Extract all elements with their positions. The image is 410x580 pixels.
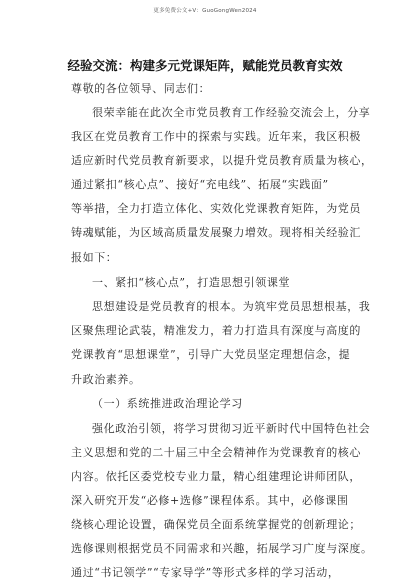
paragraph-line: 升政治素养。 — [71, 373, 141, 386]
paragraph-line: 党课教育“思想课堂”，引导广大党员坚定理想信念，提 — [71, 348, 351, 361]
paragraph-line: 报如下： — [71, 251, 118, 264]
paragraph-line: 主义思想和党的二十届三中全会精神作为党课教育的核心 — [71, 446, 361, 459]
paragraph-line: 适应新时代党员教育新要求，以提升党员教育质量为核心， — [71, 154, 373, 167]
paragraph-line: 选修课则根据党员不同需求和兴趣，拓展学习广度与深度。 — [71, 542, 373, 555]
paragraph-line: 内容。依托区委党校专业力量，精心组建理论讲师团队， — [71, 470, 361, 483]
salutation-line: 尊敬的各位领导、同志们： — [71, 82, 211, 95]
paragraph-line: 铸魂赋能，为区域高质量发展聚力增效。现将相关经验汇 — [71, 226, 361, 239]
paragraph-line: 我区在党员教育工作中的探索与实践。近年来，我区积极 — [71, 130, 361, 143]
paragraph-line: 通过“书记领学”“专家导学”等形式多样的学习活动， — [71, 566, 340, 579]
watermark-text: 更多免费公文+V：GuoGongWen2024 — [153, 8, 257, 14]
paragraph-line: 很荣幸能在此次全市党员教育工作经验交流会上，分享 — [92, 106, 371, 119]
paragraph-line: 等举措，全力打造立体化、实效化党课教育矩阵，为党员 — [71, 202, 361, 215]
document-title: 经验交流：构建多元党课矩阵，赋能党员教育实效 — [67, 58, 343, 73]
subsection-heading: （一）系统推进政治理论学习 — [92, 397, 243, 410]
paragraph-line: 绕核心理论设置，确保党员全面系统掌握党的创新理论； — [71, 518, 361, 531]
paragraph-line: 深入研究开发“必修+选修”课程体系。其中，必修课围 — [71, 494, 349, 507]
section-heading: 一、紧扣“核心点”，打造思想引领课堂 — [92, 276, 291, 289]
paragraph-line: 强化政治引领，将学习贯彻习近平新时代中国特色社会 — [92, 422, 371, 435]
paragraph-line: 通过紧扣“核心点”、接好“充电线”、拓展“实践面” — [71, 178, 329, 191]
paragraph-line: 区聚焦理论武装，精准发力，着力打造具有深度与高度的 — [71, 324, 361, 337]
paragraph-line: 思想建设是党员教育的根本。为筑牢党员思想根基，我 — [92, 300, 371, 313]
